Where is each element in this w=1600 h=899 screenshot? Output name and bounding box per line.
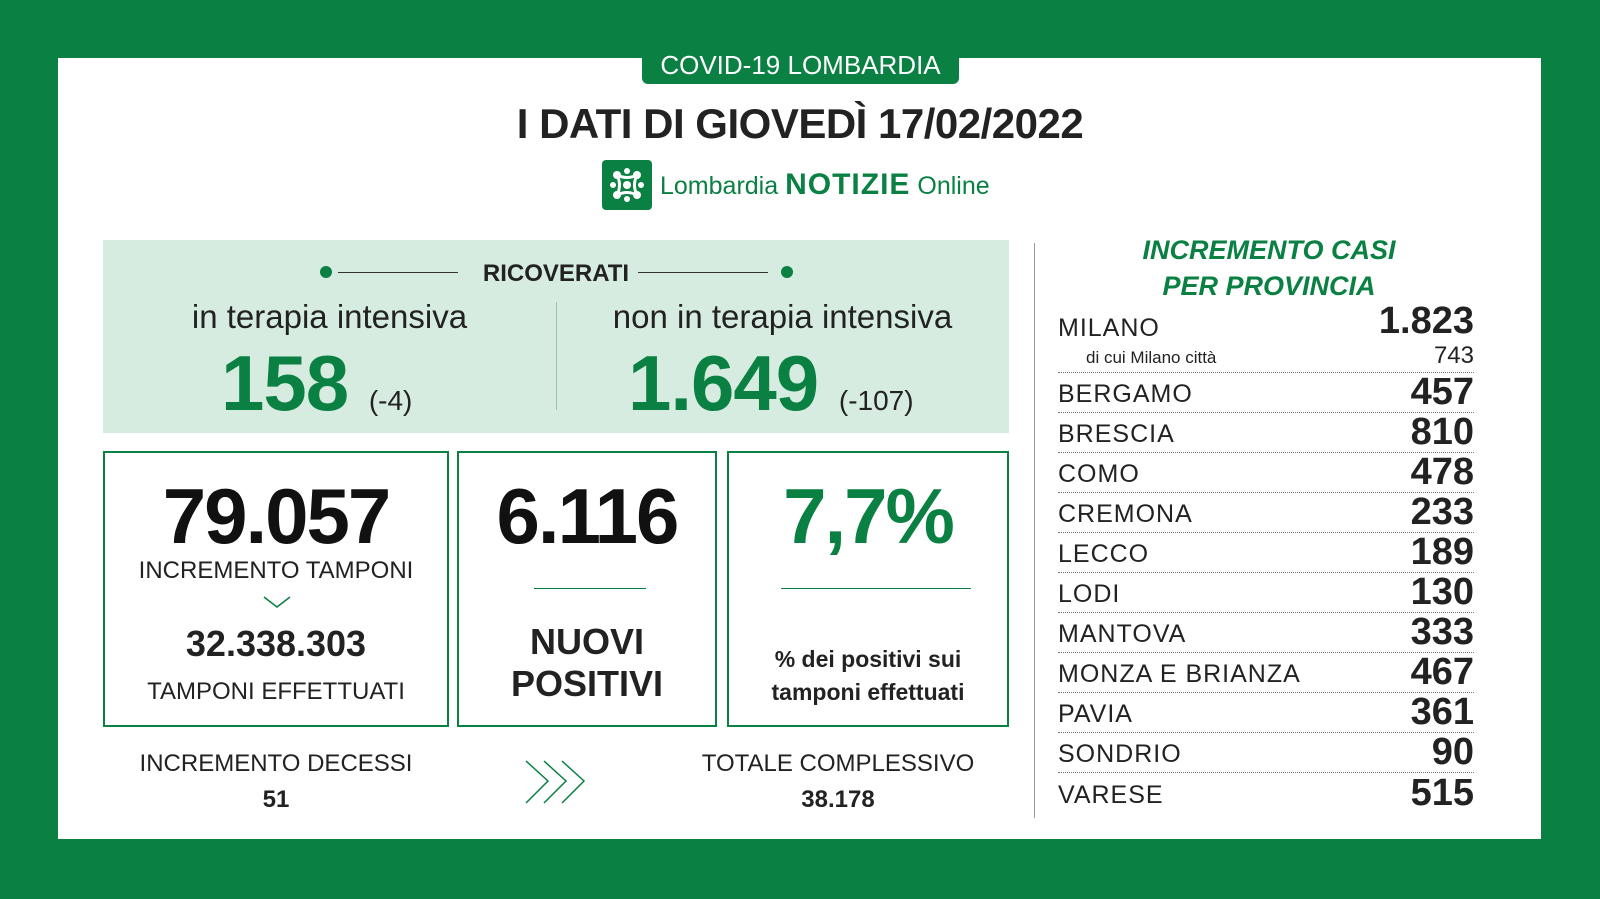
province-value: 457 (1410, 371, 1474, 413)
intensiva-delta: (-4) (368, 385, 413, 416)
positivi-label-line2: POSITIVI (510, 663, 664, 704)
province-row (1058, 373, 1474, 413)
percentuale-divider (781, 588, 971, 589)
province-name: SONDRIO (1058, 740, 1182, 768)
non-intensiva-delta: (-107) (838, 385, 914, 416)
brand-online: Online (917, 172, 990, 200)
tamponi-total-label: TAMPONI EFFETTUATI (147, 678, 405, 705)
decessi-label: INCREMENTO DECESSI (139, 750, 413, 777)
province-name: PAVIA (1058, 700, 1133, 728)
rosa-camuna-icon (602, 160, 652, 210)
province-title-line2: PER PROVINCIA (1162, 271, 1376, 301)
province-value: 233 (1410, 491, 1474, 533)
percentuale-value: 7,7% (783, 472, 953, 560)
province-name: CREMONA (1058, 500, 1193, 528)
non-intensiva-value: 1.649 (628, 339, 819, 427)
province-row (1058, 453, 1474, 493)
province-row (1058, 493, 1474, 533)
province-title-line1: INCREMENTO CASI (1142, 235, 1396, 265)
positivi-label-line1: NUOVI (529, 621, 644, 662)
brand-notizie: NOTIZIE (785, 168, 911, 201)
divider-line-right (638, 272, 768, 273)
province-value: 467 (1410, 651, 1474, 693)
province-row (1058, 613, 1474, 653)
province-value: 515 (1410, 772, 1474, 814)
tamponi-total: 32.338.303 (185, 623, 367, 664)
province-row (1058, 573, 1474, 613)
column-divider (1034, 243, 1035, 818)
province-name: VARESE (1058, 781, 1164, 809)
province-row (1058, 773, 1474, 813)
intensiva-value: 158 (221, 339, 349, 427)
province-name: BRESCIA (1058, 420, 1175, 448)
percentuale-label-line2: tamponi effettuati (771, 679, 965, 705)
ricoverati-title: RICOVERATI (482, 260, 630, 287)
decessi-total-value: 38.178 (801, 786, 875, 813)
intensiva-value-wrap (221, 338, 412, 429)
non-intensiva-label: non in terapia intensiva (612, 298, 953, 335)
province-row (1058, 653, 1474, 693)
province-value: 189 (1410, 531, 1474, 573)
province-value: 130 (1410, 571, 1474, 613)
province-row (1058, 693, 1474, 733)
province-name: COMO (1058, 460, 1140, 488)
decessi-value: 51 (262, 786, 290, 813)
tamponi-increment: 79.057 (162, 472, 390, 560)
province-row (1058, 533, 1474, 573)
ricoverati-panel (103, 240, 1009, 433)
province-name: MILANO (1058, 314, 1160, 342)
province-value: 333 (1410, 611, 1474, 653)
province-title (1064, 232, 1474, 304)
province-row-milano (1058, 300, 1474, 373)
province-value: 478 (1410, 451, 1474, 493)
brand-lombardia: Lombardia (660, 172, 779, 200)
province-name: BERGAMO (1058, 380, 1193, 408)
positivi-value: 6.116 (496, 472, 678, 560)
percentuale-label-line1: % dei positivi sui (774, 646, 962, 672)
province-value: 810 (1410, 411, 1474, 453)
percentuale-label (729, 643, 1007, 709)
province-name: MANTOVA (1058, 620, 1187, 648)
decessi-total-label: TOTALE COMPLESSIVO (701, 750, 975, 777)
province-name: LODI (1058, 580, 1121, 608)
tamponi-box (103, 451, 449, 727)
triple-chevron-icon (520, 757, 590, 811)
province-value: 1.823 (1378, 300, 1474, 342)
percentuale-box (727, 451, 1009, 727)
milano-city-label: di cui Milano città (1086, 348, 1217, 367)
page-title: I DATI DI GIOVEDÌ 17/02/2022 (516, 100, 1084, 147)
province-name: LECCO (1058, 540, 1150, 568)
province-row (1058, 413, 1474, 453)
positivi-divider (534, 588, 646, 589)
brand-logo (602, 160, 990, 210)
header-badge: COVID-19 LOMBARDIA (642, 50, 959, 84)
positivi-label (459, 621, 715, 705)
intensiva-label: in terapia intensiva (191, 298, 468, 335)
dot-right (781, 266, 793, 278)
province-name: MONZA E BRIANZA (1058, 660, 1301, 688)
province-value: 90 (1431, 731, 1474, 773)
tamponi-increment-label: INCREMENTO TAMPONI (138, 557, 414, 584)
province-row (1058, 733, 1474, 773)
positivi-box (457, 451, 717, 727)
milano-city-value: 743 (1433, 342, 1474, 369)
non-intensiva-value-wrap (628, 338, 914, 429)
chevron-down-icon (262, 595, 292, 609)
province-value: 361 (1410, 691, 1474, 733)
brand-name (660, 168, 990, 202)
